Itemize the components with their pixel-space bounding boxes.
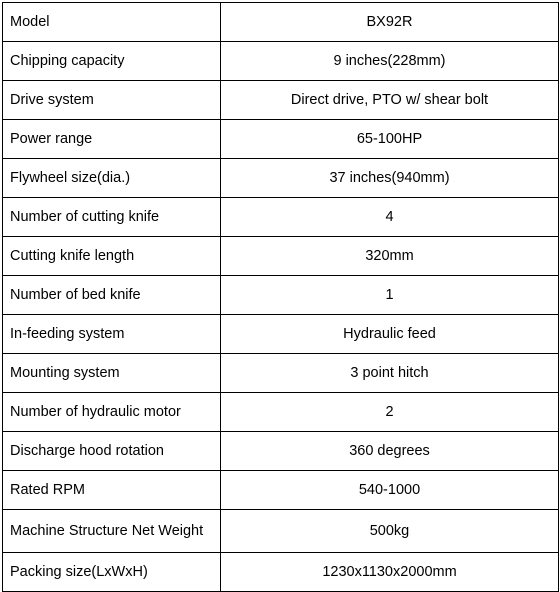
spec-label: Chipping capacity [3, 42, 221, 81]
spec-row-flywheel-size [3, 159, 559, 198]
spec-label: Flywheel size(dia.) [3, 159, 221, 198]
spec-value: 2 [221, 393, 559, 432]
spec-row-model [3, 3, 559, 42]
spec-value: 4 [221, 198, 559, 237]
spec-label: Number of hydraulic motor [3, 393, 221, 432]
spec-label: Discharge hood rotation [3, 432, 221, 471]
spec-row-discharge-hood-rotation [3, 432, 559, 471]
spec-value: 37 inches(940mm) [221, 159, 559, 198]
spec-row-chipping-capacity [3, 42, 559, 81]
spec-label: Packing size(LxWxH) [3, 553, 221, 592]
spec-value: 500kg [221, 510, 559, 553]
spec-value: 1230x1130x2000mm [221, 553, 559, 592]
spec-value: 540-1000 [221, 471, 559, 510]
spec-label: Model [3, 3, 221, 42]
spec-value: 320mm [221, 237, 559, 276]
spec-value: 1 [221, 276, 559, 315]
spec-row-cutting-knife-length [3, 237, 559, 276]
spec-label: Number of bed knife [3, 276, 221, 315]
spec-value: 9 inches(228mm) [221, 42, 559, 81]
spec-row-hydraulic-motor-count [3, 393, 559, 432]
spec-label: Rated RPM [3, 471, 221, 510]
spec-label: Machine Structure Net Weight [3, 510, 221, 553]
spec-value: 65-100HP [221, 120, 559, 159]
spec-value: Direct drive, PTO w/ shear bolt [221, 81, 559, 120]
spec-label: Drive system [3, 81, 221, 120]
spec-value: BX92R [221, 3, 559, 42]
spec-row-in-feeding-system [3, 315, 559, 354]
spec-row-net-weight [3, 510, 559, 553]
spec-value: 360 degrees [221, 432, 559, 471]
spec-value: Hydraulic feed [221, 315, 559, 354]
spec-row-rated-rpm [3, 471, 559, 510]
spec-row-cutting-knife-count [3, 198, 559, 237]
spec-label: Mounting system [3, 354, 221, 393]
spec-label: Power range [3, 120, 221, 159]
spec-label: Cutting knife length [3, 237, 221, 276]
spec-row-mounting-system [3, 354, 559, 393]
spec-row-drive-system [3, 81, 559, 120]
spec-row-bed-knife-count [3, 276, 559, 315]
spec-label: In-feeding system [3, 315, 221, 354]
spec-value: 3 point hitch [221, 354, 559, 393]
spec-row-packing-size [3, 553, 559, 592]
spec-row-power-range [3, 120, 559, 159]
spec-table [2, 2, 559, 592]
spec-label: Number of cutting knife [3, 198, 221, 237]
